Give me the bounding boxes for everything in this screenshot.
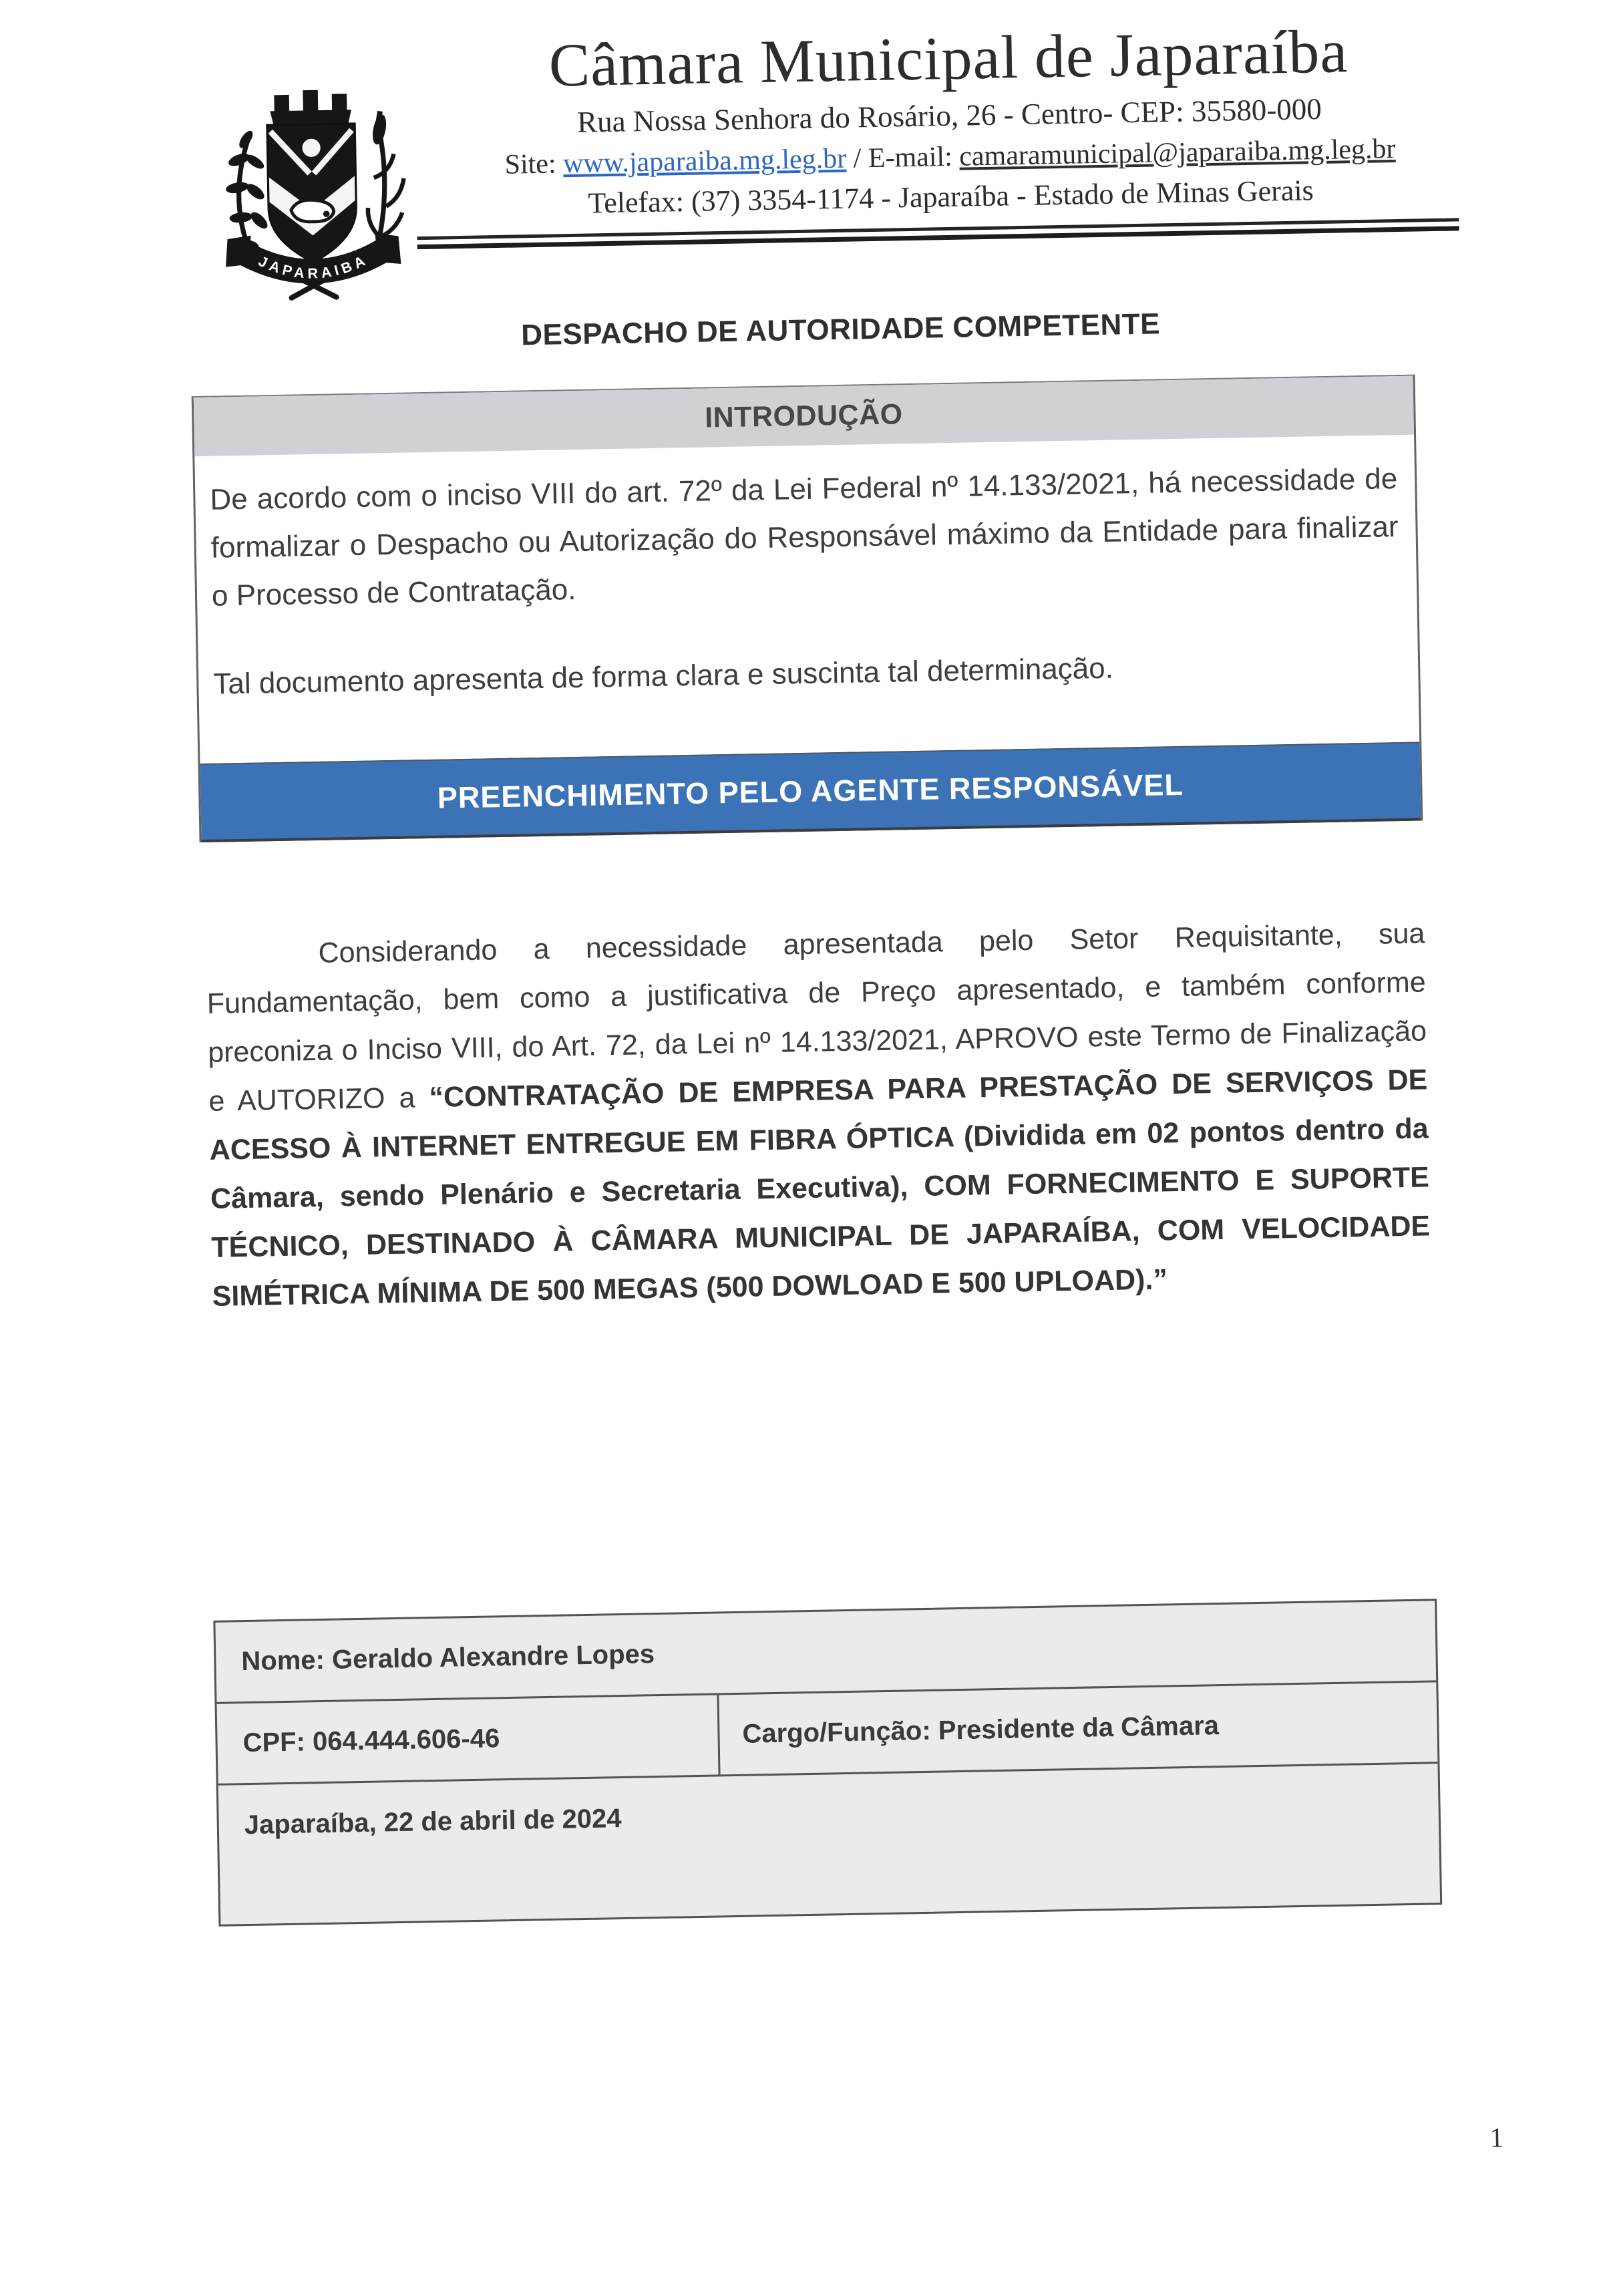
organization-title: Câmara Municipal de Japaraíba: [548, 17, 1349, 100]
intro-body: [194, 435, 1419, 764]
site-link[interactable]: www.japaraiba.mg.leg.br: [562, 144, 847, 180]
signature-table: [213, 1599, 1442, 1927]
authorization-text-bold: “CONTRATAÇÃO DE EMPRESA PARA PRESTAÇÃO DE SERVIÇOS DE ACESSO À INTERNET ENTREGUE EM FIBRA ÓPTICA (Dividida em 02 pontos dentro da Câmara, sendo Plenário e Secretaria Executiva), COM FORNECIMENTO E SUPORTE TÉCNICO, DESTINADO À CÂMARA MUNICIPAL DE JAPARAÍBA, COM VELOCIDADE SIMÉTRICA MÍNIMA DE 500 MEGAS (500 DOWLOAD E 500 UPLOAD).”: [209, 1063, 1431, 1313]
email-link[interactable]: camaramunicipal@japaraiba.mg.leg.br: [958, 134, 1396, 173]
coat-of-arms-logo: [214, 77, 411, 327]
letterhead: [443, 17, 1455, 223]
authorization-text-normal: Considerando a necessidade apresentada pelo Setor Requisitante, sua Fundamentação, bem como a justificativa de Preço apresentado, e também conforme preconiza o Inciso VIII, do Art. 72, da Lei nº 14.133/2021, APROVO este Termo de Finalização e AUTORIZO a: [206, 917, 1427, 1118]
shield-icon: [267, 124, 357, 263]
intro-paragraph-2: Tal documento apresenta de forma clara e suscinta tal determinação.: [212, 651, 1114, 701]
email-label: / E-mail:: [846, 142, 960, 175]
intro-section: [192, 375, 1423, 843]
intro-heading: INTRODUÇÃO: [194, 376, 1414, 456]
cargo-value: Cargo/Função: Presidente da Câmara: [742, 1711, 1220, 1749]
cpf-value: CPF: 064.444.606-46: [242, 1724, 500, 1758]
site-label: Site:: [504, 148, 564, 181]
place-date-value: Japaraíba, 22 de abril de 2024: [244, 1804, 622, 1840]
intro-paragraph-1: De acordo com o inciso VIII do art. 72º da Lei Federal nº 14.133/2021, há necessidade de formalizar o Despacho ou Autorização do Responsável máximo da Entidade para finalizar o Processo de Contratação.: [210, 462, 1399, 613]
table-row-date: [218, 1764, 1440, 1924]
page-number: 1: [1489, 2122, 1504, 2154]
crown-icon: [270, 90, 351, 125]
letterhead-divider: [417, 218, 1459, 249]
logo-banner-text: JAPARAIBA: [256, 251, 371, 282]
cargo-cell: [719, 1682, 1437, 1774]
nome-value: Nome: Geraldo Alexandre Lopes: [241, 1639, 655, 1677]
telefax-line: Telefax: (37) 3354-1174 - Japaraíba - Estado de Minas Gerais: [588, 174, 1314, 220]
document-title: DESPACHO DE AUTORIDADE COMPETENTE: [520, 307, 1161, 352]
cpf-cell: [217, 1695, 721, 1783]
address-line: Rua Nossa Senhora do Rosário, 26 - Centro- CEP: 35580-000: [576, 92, 1322, 140]
authorization-paragraph: [206, 909, 1431, 1321]
agent-fill-banner: PREENCHIMENTO PELO AGENTE RESPONSÁVEL: [200, 742, 1421, 842]
